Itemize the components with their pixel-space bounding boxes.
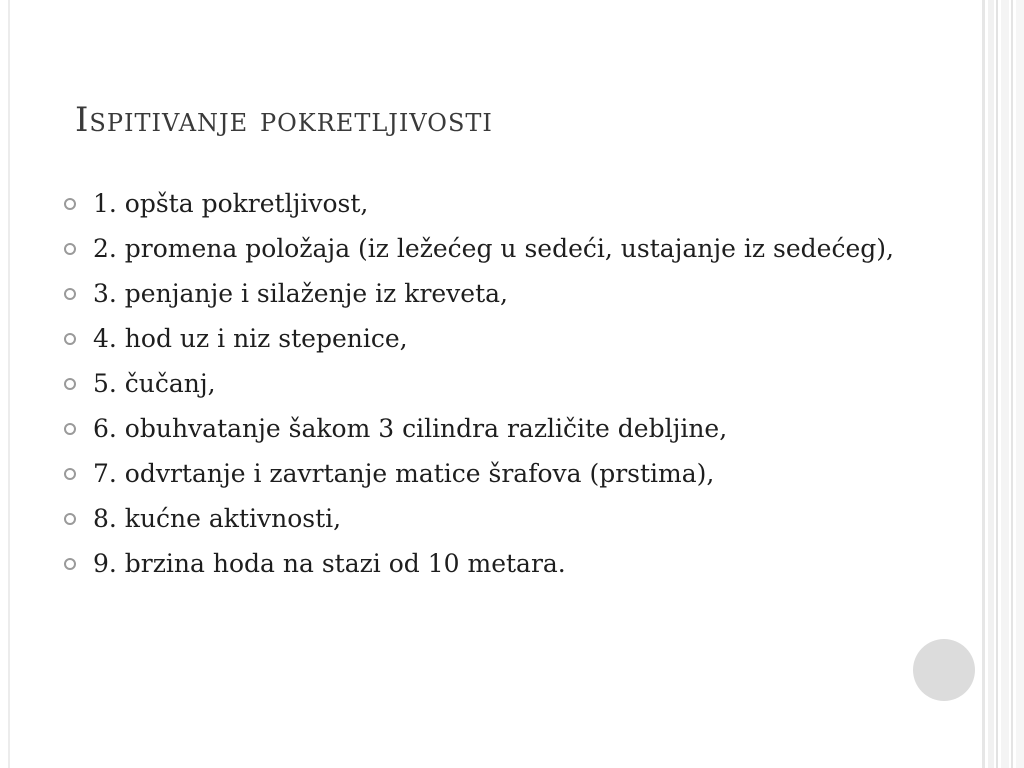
list-item (62, 276, 942, 312)
list-item-text: 3. penjanje i silaženje iz kreveta, (93, 279, 509, 308)
list-item (62, 501, 942, 537)
decor-stripe (1011, 0, 1013, 768)
slide-frame-left (8, 0, 10, 768)
list-item-text: 4. hod uz i niz stepenice, (93, 324, 408, 353)
ring-bullet-icon (64, 423, 76, 435)
ring-bullet-icon (64, 558, 76, 570)
list-item-text: 8. kućne aktivnosti, (93, 504, 342, 533)
ring-bullet-icon (64, 378, 76, 390)
slide-nav-circle[interactable] (913, 639, 975, 701)
list-item (62, 456, 942, 492)
decor-stripe (988, 0, 994, 768)
list-item (62, 546, 942, 582)
bullet-list (62, 186, 942, 591)
decor-stripe (982, 0, 985, 768)
ring-bullet-icon (64, 333, 76, 345)
ring-bullet-icon (64, 468, 76, 480)
list-item-text: 5. čučanj, (93, 369, 216, 398)
list-item-text: 7. odvrtanje i zavrtanje matice šrafova (prstima), (93, 459, 715, 488)
list-item (62, 366, 942, 402)
ring-bullet-icon (64, 288, 76, 300)
decor-stripe (996, 0, 998, 768)
list-item-text: 2. promena položaja (iz ležećeg u sedeći, ustajanje iz sedećeg), (93, 234, 894, 263)
decor-stripe (1001, 0, 1009, 768)
list-item-text: 1. opšta pokretljivost, (93, 189, 369, 218)
ring-bullet-icon (64, 513, 76, 525)
list-item (62, 321, 942, 357)
slide-title: Ispitivanje pokretljivosti (75, 100, 493, 140)
decor-stripe (1016, 0, 1024, 768)
list-item (62, 231, 942, 267)
list-item-text: 9. brzina hoda na stazi od 10 metara. (93, 549, 566, 578)
ring-bullet-icon (64, 243, 76, 255)
ring-bullet-icon (64, 198, 76, 210)
list-item (62, 186, 942, 222)
list-item (62, 411, 942, 447)
list-item-text: 6. obuhvatanje šakom 3 cilindra različite debljine, (93, 414, 728, 443)
